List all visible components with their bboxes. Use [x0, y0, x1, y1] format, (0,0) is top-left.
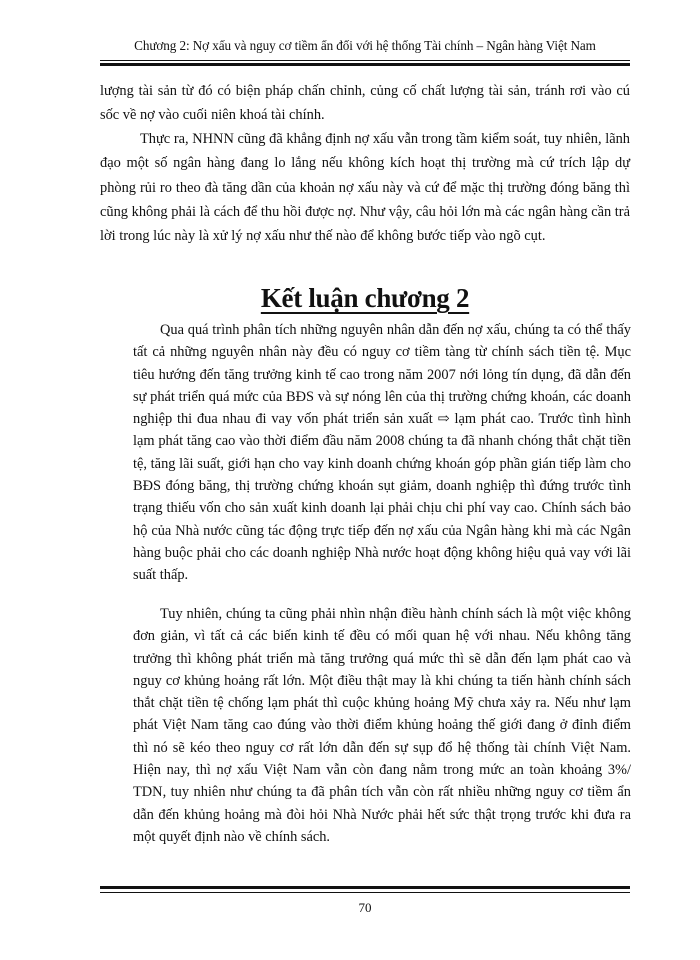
body-paragraph-2: Thực ra, NHNN cũng đã khẳng định nợ xấu vẫn trong tầm kiểm soát, tuy nhiên, lãnh đạo một số ngân hàng đang lo lắng nếu không kích hoạt thị trường mà cứ trích lập dự phòng rủi ro theo đà tăng dần của khoản nợ xấu này và cứ để mặc thị trường đóng băng thì cũng không phải là cách để thu hồi được nợ. Như vậy, câu hỏi lớn mà các ngân hàng cần trả lời trong lúc này là xử lý nợ xấu như thế nào để không bước tiếp vào ngõ cụt.	[100, 131, 630, 245]
footer-rule-thin	[100, 892, 630, 893]
conclusion-paragraph-2: Tuy nhiên, chúng ta cũng phải nhìn nhận điều hành chính sách là một việc không đơn giản, vì tất cả các biến kinh tế đều có mối quan hệ với nhau. Nếu không tăng trưởng thì không phát triển mà tăng trưởng quá mức thì sẽ dẫn đến lạm phát cao và nguy cơ khủng hoảng rất lớn. Một điều thật may là khi chúng ta tiến hành chính sách thắt chặt tiền tệ chống lạm phát thì cuộc khủng hoảng Mỹ chưa xảy ra. Nếu như lạm phát Việt Nam tăng cao đúng vào thời điểm khủng hoảng thế giới đang ở đỉnh điểm thì nó sẽ kéo theo nguy cơ rất lớn dẫn đến sự sụp đổ hệ thống tài chính Việt Nam. Hiện nay, thì nợ xấu Việt Nam vẫn còn đang nằm trong mức an toàn khoảng 3%/ TDN, tuy nhiên như chúng ta đã phân tích vẫn còn rất nhiều những nguy cơ tiềm ẩn dẫn đến khủng hoảng mà đòi hỏi Nhà Nước phải hết sức thật trọng trước khi đưa ra một quyết định nào về chính sách.	[133, 606, 631, 845]
body-paragraph-1: lượng tài sản từ đó có biện pháp chấn chỉnh, củng cố chất lượng tài sản, tránh rơi vào cú sốc về nợ vào cuối niên khoá tài chính.	[100, 83, 630, 124]
header-rule-thin	[100, 60, 630, 61]
conclusion-paragraph-1: Qua quá trình phân tích những nguyên nhân dẫn đến nợ xấu, chúng ta có thể thấy tất cả những nguyên nhân này đều có nguy cơ tiềm tàng từ chính sách tiền tệ. Mục tiêu hướng đến tăng trưởng kinh tế cao trong năm 2007 nới lỏng tín dụng, đã dẫn đến sự phát triển quá mức của BĐS và sự nóng lên của thị trường chứng khoán, các doanh nghiệp thi đua nhau đi vay vốn phát triển sản xuất ⇨ lạm phát cao. Trước tình hình lạm phát tăng cao vào thời điểm đầu năm 2008 chúng ta đã nhanh chóng thắt chặt tiền tệ, tăng lãi suất, giới hạn cho vay kinh doanh chứng khoán góp phần gián tiếp làm cho BĐS đóng băng, thị trường chứng khoán sụt giảm, doanh nghiệp thì đứng trước tình trạng thiếu vốn cho sản xuất kinh doanh lại phải chịu chi phí vay cao. Chính sách bảo hộ của Nhà nước cũng tác động trực tiếp đến nợ xấu của Ngân hàng khi mà các Ngân hàng buộc phải cho các doanh nghiệp Nhà nước hoạt động không hiệu quả vay với lãi suất thấp.	[133, 322, 631, 584]
page-number: 70	[358, 900, 372, 915]
footer-rule-thick	[100, 886, 630, 889]
header-rule-thick	[100, 63, 630, 66]
section-heading: Kết luận chương 2	[260, 283, 470, 313]
running-header: Chương 2: Nợ xấu và nguy cơ tiềm ẩn đối với hệ thống Tài chính – Ngân hàng Việt Nam	[134, 38, 596, 53]
